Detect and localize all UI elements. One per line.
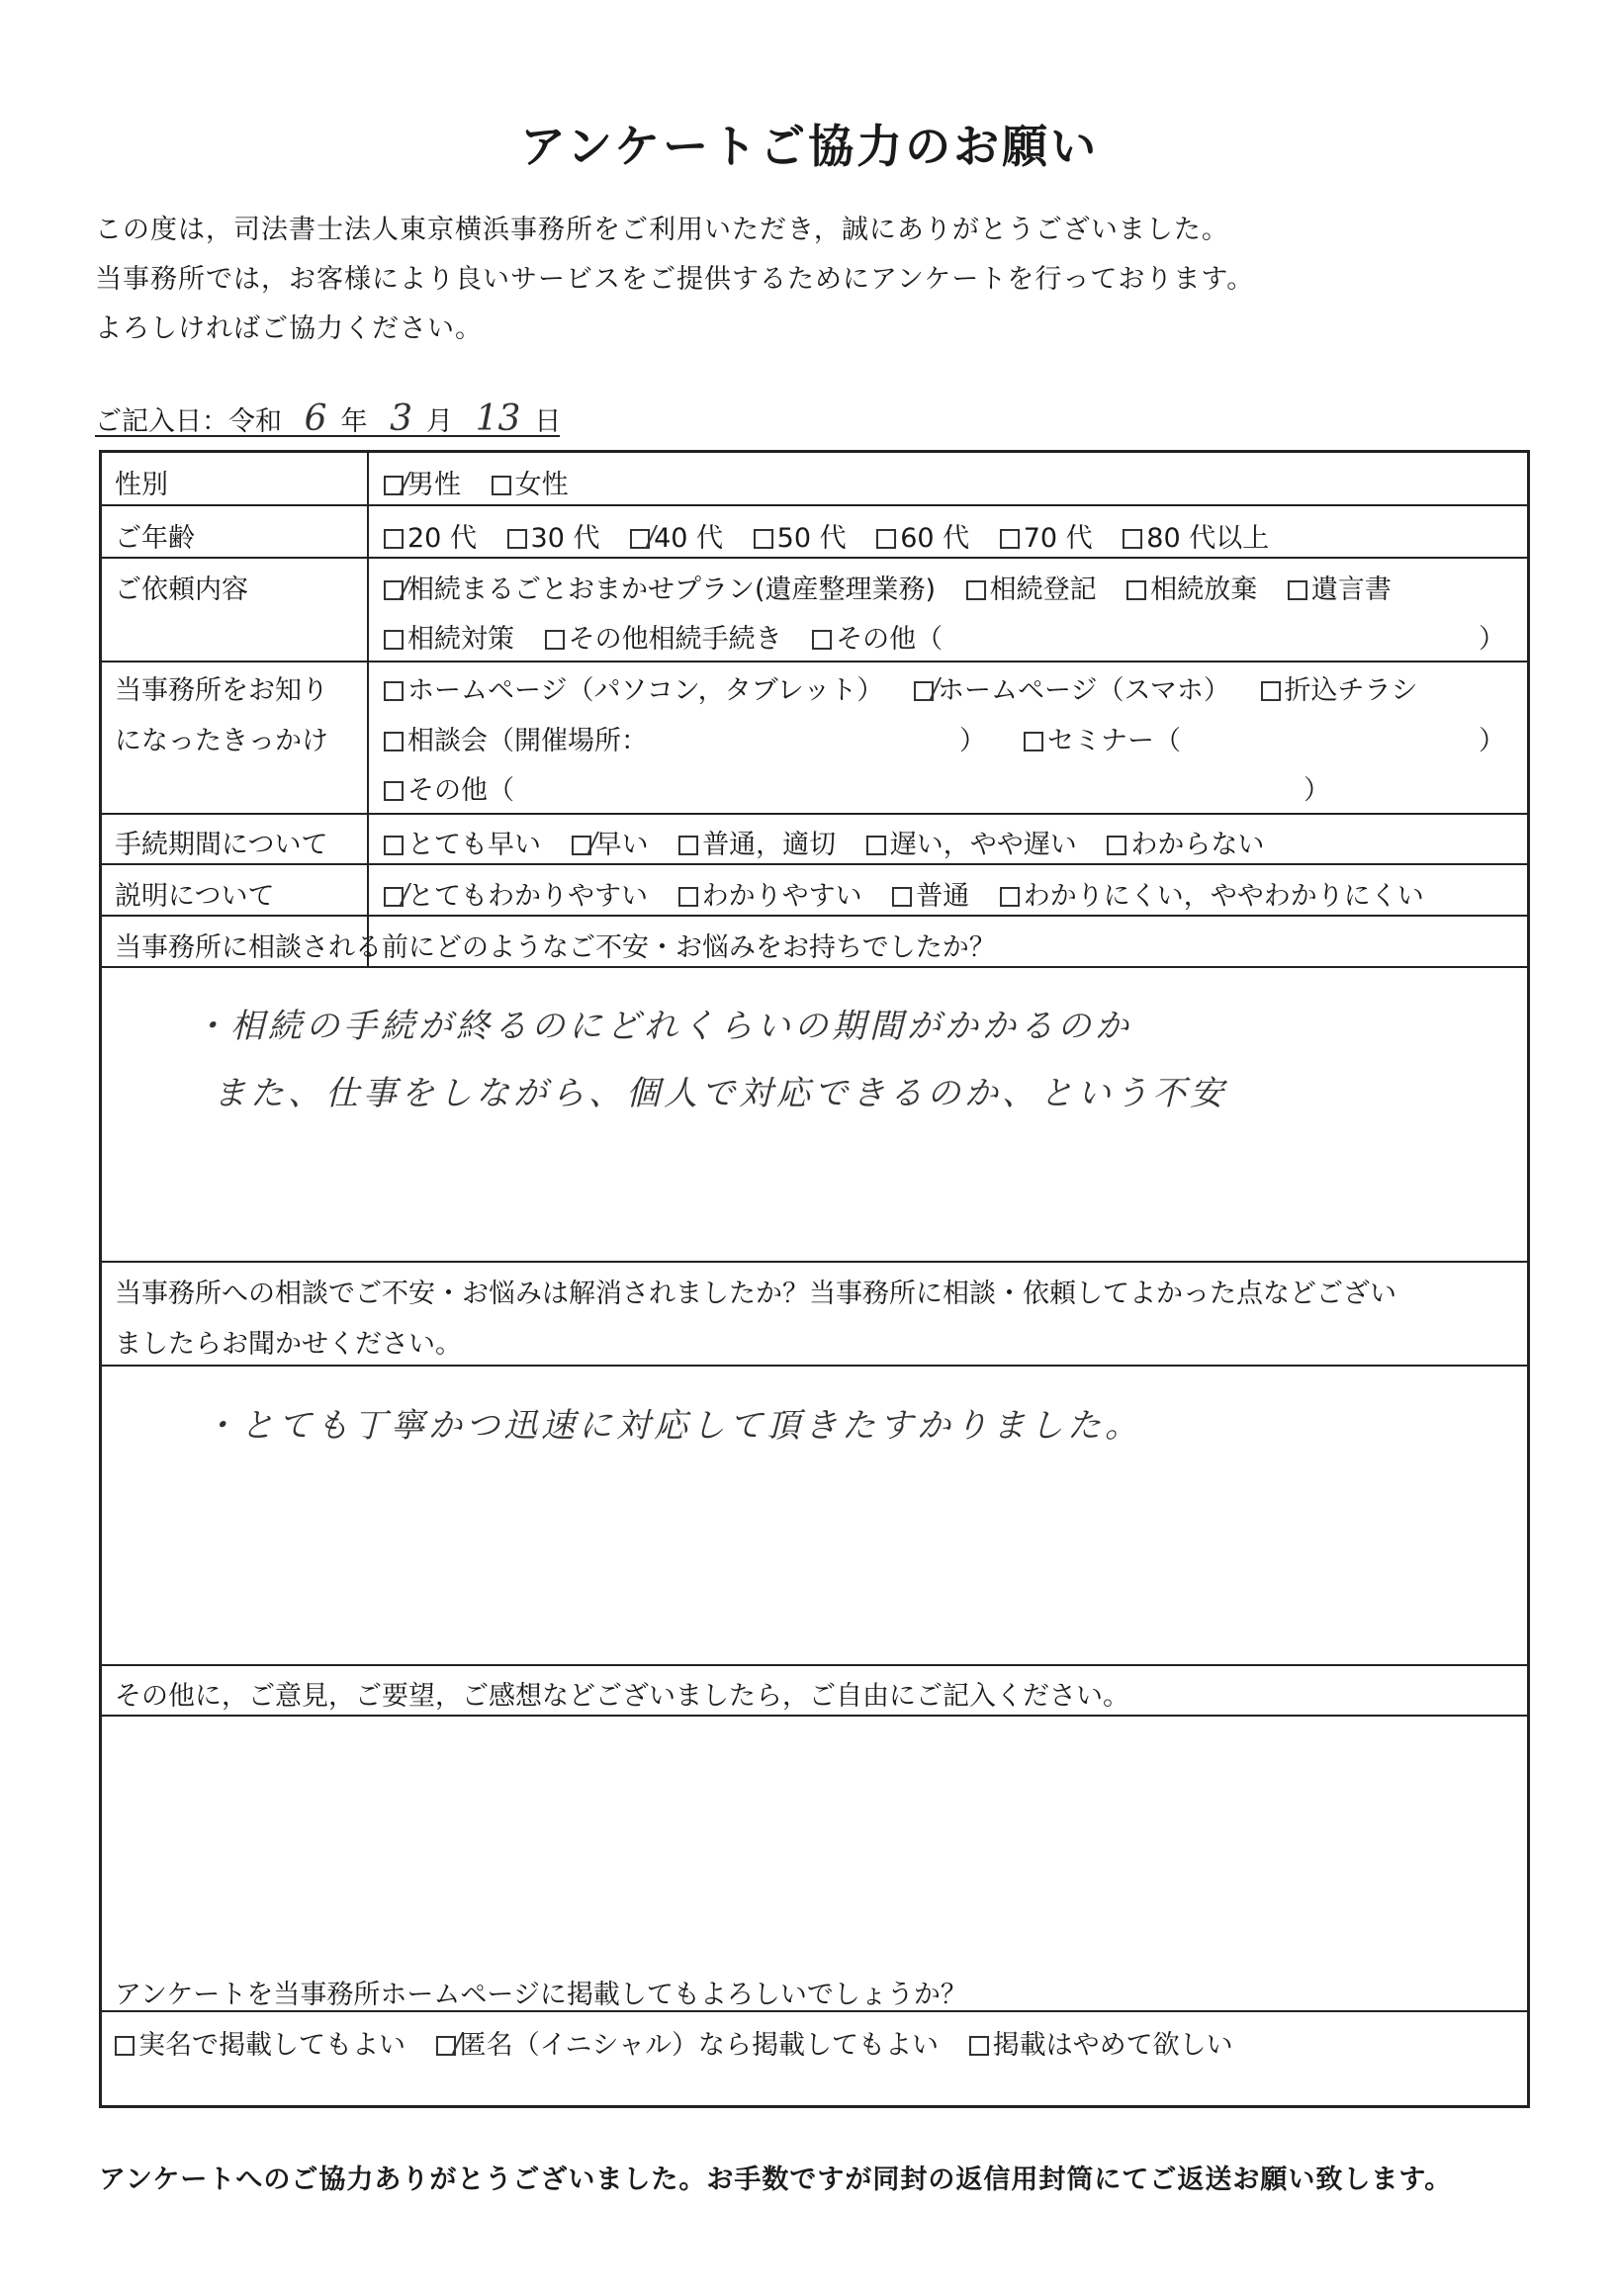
age-label: ご年齢 bbox=[115, 523, 195, 554]
request-options-line1 bbox=[384, 568, 1392, 606]
divider bbox=[99, 915, 1530, 917]
page-title: アンケートご協力のお願い bbox=[519, 120, 1100, 173]
period-options bbox=[384, 823, 1264, 861]
checkbox[interactable] bbox=[1000, 529, 1020, 549]
age-option-40[interactable]: 40 代 bbox=[630, 516, 723, 555]
age-option-80plus[interactable]: 80 代以上 bbox=[1123, 516, 1269, 555]
request-option-will[interactable]: 遺言書 bbox=[1288, 568, 1392, 606]
gender-option-male[interactable]: 男性 bbox=[384, 463, 461, 501]
date-underline bbox=[95, 435, 560, 437]
checkbox[interactable] bbox=[384, 836, 404, 855]
checkbox[interactable] bbox=[507, 529, 527, 549]
request-option-registration[interactable]: 相続登記 bbox=[966, 568, 1097, 606]
checkbox[interactable] bbox=[1024, 732, 1043, 751]
checkbox[interactable] bbox=[384, 732, 404, 751]
age-option-50[interactable]: 50 代 bbox=[754, 516, 847, 555]
checkbox[interactable] bbox=[812, 630, 832, 650]
source-option-consultation[interactable]: 相談会（開催場所： bbox=[384, 719, 648, 757]
column-divider bbox=[367, 450, 369, 966]
question-3: その他に，ご意見，ご要望，ご感想などございましたら，ご自由にご記入ください。 bbox=[115, 1681, 1129, 1712]
request-other-close: ） bbox=[1479, 624, 1505, 655]
divider bbox=[99, 1261, 1530, 1263]
explanation-option-unclear[interactable]: わかりにくい，ややわかりにくい bbox=[1000, 874, 1424, 913]
checkbox[interactable] bbox=[384, 781, 404, 801]
period-option-very-fast[interactable]: とても早い bbox=[384, 823, 541, 861]
checkbox[interactable] bbox=[1288, 580, 1307, 600]
checkbox-checked[interactable] bbox=[914, 681, 934, 701]
checkbox[interactable] bbox=[678, 887, 698, 907]
explanation-label: 説明について bbox=[115, 881, 275, 912]
checkbox[interactable] bbox=[866, 836, 886, 855]
period-option-slow[interactable]: 遅い，やや遅い bbox=[866, 823, 1077, 861]
divider bbox=[99, 504, 1530, 506]
request-option-renunciation[interactable]: 相続放棄 bbox=[1126, 568, 1257, 606]
source-seminar-close: ） bbox=[1479, 726, 1505, 756]
checkbox[interactable] bbox=[384, 529, 404, 549]
source-option-flyer[interactable]: 折込チラシ bbox=[1261, 668, 1418, 707]
explanation-options bbox=[384, 874, 1424, 913]
period-option-normal[interactable]: 普通，適切 bbox=[678, 823, 836, 861]
gender-label: 性別 bbox=[115, 470, 168, 500]
checkbox[interactable] bbox=[115, 2036, 135, 2056]
divider bbox=[99, 863, 1530, 865]
source-option-homepage-pc[interactable]: ホームページ（パソコン，タブレット） bbox=[384, 668, 883, 707]
date-month[interactable]: 3 bbox=[390, 398, 412, 439]
source-option-other[interactable]: その他（ bbox=[384, 768, 514, 807]
period-label: 手続期間について bbox=[115, 830, 328, 860]
request-option-full-plan[interactable]: 相続まるごとおまかせプラン(遺産整理業務) bbox=[384, 568, 936, 606]
checkbox-checked[interactable] bbox=[384, 476, 404, 495]
divider bbox=[99, 1715, 1530, 1717]
checkbox[interactable] bbox=[545, 630, 565, 650]
checkbox[interactable] bbox=[1107, 836, 1126, 855]
footer-note: アンケートへのご協力ありがとうございました。お手数ですが同封の返信用封筒にてご返送お願い致します。 bbox=[99, 2164, 1453, 2195]
answer-1-line-2[interactable]: また、仕事をしながら、個人で対応できるのか、という不安 bbox=[213, 1074, 1227, 1113]
checkbox-checked[interactable] bbox=[436, 2036, 456, 2056]
publish-option-real-name[interactable]: 実名で掲載してもよい bbox=[115, 2023, 405, 2062]
date-day-unit: 日 bbox=[534, 406, 562, 437]
checkbox-checked[interactable] bbox=[384, 887, 404, 907]
divider bbox=[99, 813, 1530, 815]
gender-option-female[interactable]: 女性 bbox=[492, 463, 569, 501]
checkbox[interactable] bbox=[892, 887, 912, 907]
request-option-other-procedures[interactable]: その他相続手続き bbox=[545, 617, 782, 656]
divider bbox=[99, 661, 1530, 662]
checkbox[interactable] bbox=[1123, 529, 1142, 549]
age-option-20[interactable]: 20 代 bbox=[384, 516, 477, 555]
source-label-2: になったきっかけ bbox=[115, 726, 328, 756]
date-year-unit: 年 bbox=[340, 406, 368, 437]
answer-2[interactable]: ・とても丁寧かつ迅速に対応して頂きたすかりました。 bbox=[203, 1406, 1142, 1446]
explanation-option-normal[interactable]: 普通 bbox=[892, 874, 969, 913]
date-year[interactable]: 6 bbox=[304, 398, 327, 439]
checkbox[interactable] bbox=[876, 529, 896, 549]
checkbox-checked[interactable] bbox=[384, 580, 404, 600]
intro-line-3: よろしければご協力ください。 bbox=[95, 313, 483, 344]
intro-line-2: 当事務所では，お客様により良いサービスをご提供するためにアンケートを行っております。 bbox=[95, 264, 1255, 295]
request-option-planning[interactable]: 相続対策 bbox=[384, 617, 514, 656]
publish-option-initials[interactable]: 匿名（イニシャル）なら掲載してもよい bbox=[436, 2023, 939, 2062]
date-month-unit: 月 bbox=[426, 406, 453, 437]
age-option-70[interactable]: 70 代 bbox=[1000, 516, 1093, 555]
checkbox[interactable] bbox=[492, 476, 511, 495]
checkbox[interactable] bbox=[1126, 580, 1146, 600]
date-prefix: ご記入日：令和 bbox=[95, 406, 282, 437]
checkbox[interactable] bbox=[678, 836, 698, 855]
source-option-homepage-phone[interactable]: ホームページ（スマホ） bbox=[914, 668, 1230, 707]
source-option-seminar[interactable]: セミナー（ bbox=[1024, 719, 1181, 757]
checkbox[interactable] bbox=[1000, 887, 1020, 907]
intro-line-1: この度は，司法書士法人東京横浜事務所をご利用いただき，誠にありがとうございました。 bbox=[95, 215, 1229, 245]
request-option-other[interactable]: その他（ bbox=[812, 617, 943, 656]
checkbox[interactable] bbox=[384, 630, 404, 650]
age-option-30[interactable]: 30 代 bbox=[507, 516, 600, 555]
publish-option-none[interactable]: 掲載はやめて欲しい bbox=[969, 2023, 1233, 2062]
divider bbox=[99, 1365, 1530, 1367]
request-label: ご依頼内容 bbox=[115, 574, 248, 605]
period-option-fast[interactable]: 早い bbox=[572, 823, 649, 861]
checkbox-checked[interactable] bbox=[572, 836, 591, 855]
source-options-line1 bbox=[384, 668, 1418, 707]
request-options-line2 bbox=[384, 617, 943, 656]
checkbox[interactable] bbox=[966, 580, 986, 600]
source-label-1: 当事務所をお知り bbox=[115, 675, 328, 706]
publish-question: アンケートを当事務所ホームページに掲載してもよろしいでしょうか？ bbox=[115, 1980, 967, 2010]
question-2-line-2: ましたらお聞かせください。 bbox=[115, 1329, 462, 1360]
checkbox[interactable] bbox=[1261, 681, 1281, 701]
age-options bbox=[384, 516, 1269, 555]
age-option-60[interactable]: 60 代 bbox=[876, 516, 969, 555]
entry-date bbox=[95, 398, 561, 439]
answer-1-line-1[interactable]: ・相続の手続が終るのにどれくらいの期間がかかるのか bbox=[193, 1007, 1132, 1046]
question-1: 当事務所に相談される前にどのようなご不安・お悩みをお持ちでしたか？ bbox=[115, 932, 996, 963]
publish-options bbox=[115, 2023, 1233, 2062]
divider bbox=[99, 557, 1530, 559]
explanation-option-clear[interactable]: わかりやすい bbox=[678, 874, 862, 913]
checkbox[interactable] bbox=[384, 681, 404, 701]
checkbox-checked[interactable] bbox=[630, 529, 650, 549]
explanation-option-very-clear[interactable]: とてもわかりやすい bbox=[384, 874, 648, 913]
question-2-line-1: 当事務所への相談でご不安・お悩みは解消されましたか？当事務所に相談・依頼してよかった点などござい bbox=[115, 1279, 1396, 1309]
checkbox[interactable] bbox=[754, 529, 773, 549]
period-option-unknown[interactable]: わからない bbox=[1107, 823, 1264, 861]
gender-options bbox=[384, 463, 569, 501]
source-consultation-close: ） bbox=[959, 726, 986, 756]
divider bbox=[99, 1664, 1530, 1666]
divider bbox=[99, 966, 1530, 968]
checkbox[interactable] bbox=[969, 2036, 989, 2056]
source-other-close: ） bbox=[1304, 775, 1330, 806]
date-day[interactable]: 13 bbox=[475, 398, 521, 439]
